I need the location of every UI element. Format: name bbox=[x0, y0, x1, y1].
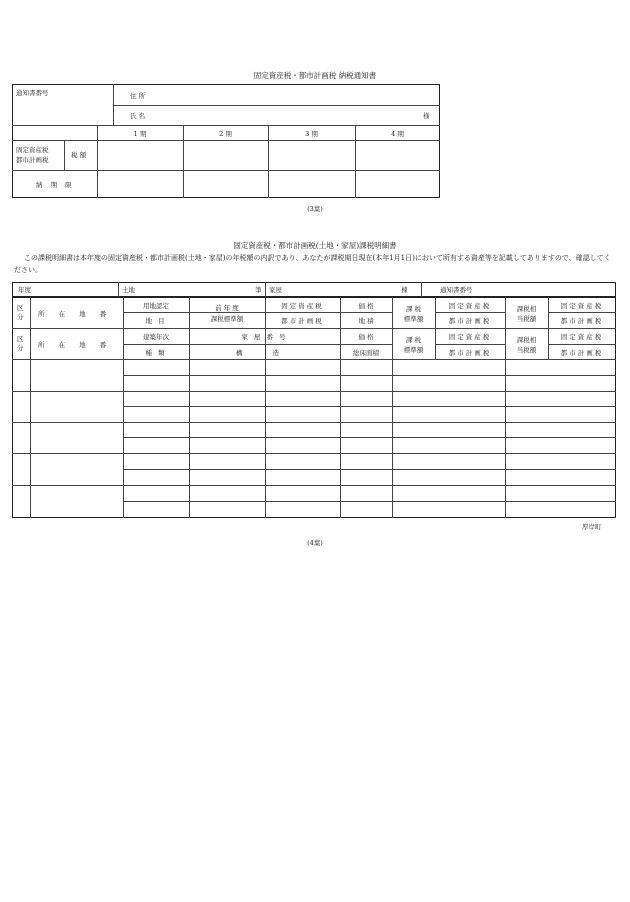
col-fixed-2: 固定資産税 bbox=[448, 302, 492, 310]
period-2: 2 期 bbox=[219, 130, 232, 138]
col-prev-year-1: 前 年 度 bbox=[215, 304, 239, 312]
col-city-4: 都市計画税 bbox=[448, 349, 492, 357]
col-location-2: 所 在 地 番 bbox=[38, 341, 113, 349]
table-row bbox=[12, 422, 616, 453]
form-label-3: (3葉) bbox=[307, 205, 323, 213]
detail-notice-number-label: 通知書番号 bbox=[440, 286, 473, 294]
col-category-2: 区分 bbox=[17, 335, 24, 352]
notice-number-label: 通知書番号 bbox=[16, 89, 49, 97]
col-structure: 構 造 bbox=[235, 349, 294, 357]
col-tax-base-1a: 課 税 bbox=[405, 305, 422, 313]
land-label: 土地 bbox=[122, 286, 135, 294]
col-fixed-1: 固定資産税 bbox=[281, 302, 324, 310]
col-kind: 種 類 bbox=[145, 349, 167, 357]
col-city-5: 都市計画税 bbox=[560, 349, 604, 357]
col-floor-area: 総床面積 bbox=[353, 349, 379, 357]
col-house-number: 家 屋 番 号 bbox=[241, 333, 288, 341]
table-row bbox=[12, 485, 616, 518]
col-city-3: 都市計画税 bbox=[560, 317, 604, 325]
col-city-1: 都市計画税 bbox=[281, 317, 324, 325]
address-label: 住 所 bbox=[130, 92, 146, 100]
notice-table bbox=[12, 84, 440, 198]
table-row bbox=[12, 359, 616, 391]
col-fixed-5: 固定資産税 bbox=[560, 333, 604, 341]
col-category-1: 区分 bbox=[17, 304, 24, 321]
col-city-2: 都市計画税 bbox=[448, 317, 492, 325]
table-row bbox=[12, 453, 616, 485]
period-3: 3 期 bbox=[305, 130, 318, 138]
house-label: 家屋 bbox=[269, 286, 282, 294]
detail-description: この課税明細書は本年度の固定資産税・都市計画税(土地・家屋)の年税額の内訳であり、あなたが課税期日現在(本年1月1日)において所有する資産等を記載してありますので、確認してください。 bbox=[14, 254, 611, 274]
tax-type-fixed: 固定資産税 bbox=[16, 146, 49, 154]
col-tax-base-2b: 標準額 bbox=[403, 346, 424, 354]
period-1: 1 期 bbox=[133, 130, 147, 138]
period-4: 4 期 bbox=[391, 130, 404, 138]
honorific: 様 bbox=[423, 112, 430, 120]
tax-amount-label: 税 額 bbox=[71, 151, 87, 159]
col-fixed-3: 固定資産税 bbox=[560, 302, 604, 310]
due-date-label: 納 期 限 bbox=[36, 181, 75, 189]
detail-header-row bbox=[12, 282, 616, 297]
tax-type-city: 都市計画税 bbox=[16, 156, 49, 164]
col-land-type: 地 目 bbox=[145, 317, 167, 325]
col-land-use: 用地認定 bbox=[143, 302, 169, 310]
col-location-1: 所 在 地 番 bbox=[38, 310, 113, 318]
building-unit: 棟 bbox=[401, 286, 408, 294]
col-prev-year-2: 課税標準額 bbox=[210, 315, 244, 323]
col-tax-base-1b: 標準額 bbox=[403, 315, 424, 323]
issuer: 厚岸町 bbox=[582, 523, 602, 531]
col-equiv-1a: 課税相 bbox=[516, 305, 537, 313]
year-label: 年度 bbox=[18, 286, 31, 294]
col-equiv-2b: 当税額 bbox=[516, 346, 537, 354]
notice-title: 固定資産税・都市計画税 納税通知書 bbox=[253, 71, 377, 80]
table-row bbox=[12, 391, 616, 422]
col-tax-base-2a: 課 税 bbox=[405, 336, 422, 344]
form-label-4: (4葉) bbox=[307, 539, 323, 547]
col-fixed-4: 固定資産税 bbox=[448, 333, 492, 341]
name-label: 氏 名 bbox=[130, 112, 146, 120]
col-equiv-1b: 当税額 bbox=[516, 315, 537, 323]
parcel-unit: 筆 bbox=[255, 286, 262, 294]
col-equiv-2a: 課税相 bbox=[516, 336, 537, 344]
col-build-year: 建築年次 bbox=[143, 333, 169, 341]
col-area: 地 積 bbox=[358, 317, 374, 325]
col-price-2: 価 格 bbox=[358, 333, 374, 341]
col-price-1: 価 格 bbox=[358, 302, 374, 310]
detail-title: 固定資産税・都市計画税(土地・家屋)課税明細書 bbox=[233, 241, 397, 250]
